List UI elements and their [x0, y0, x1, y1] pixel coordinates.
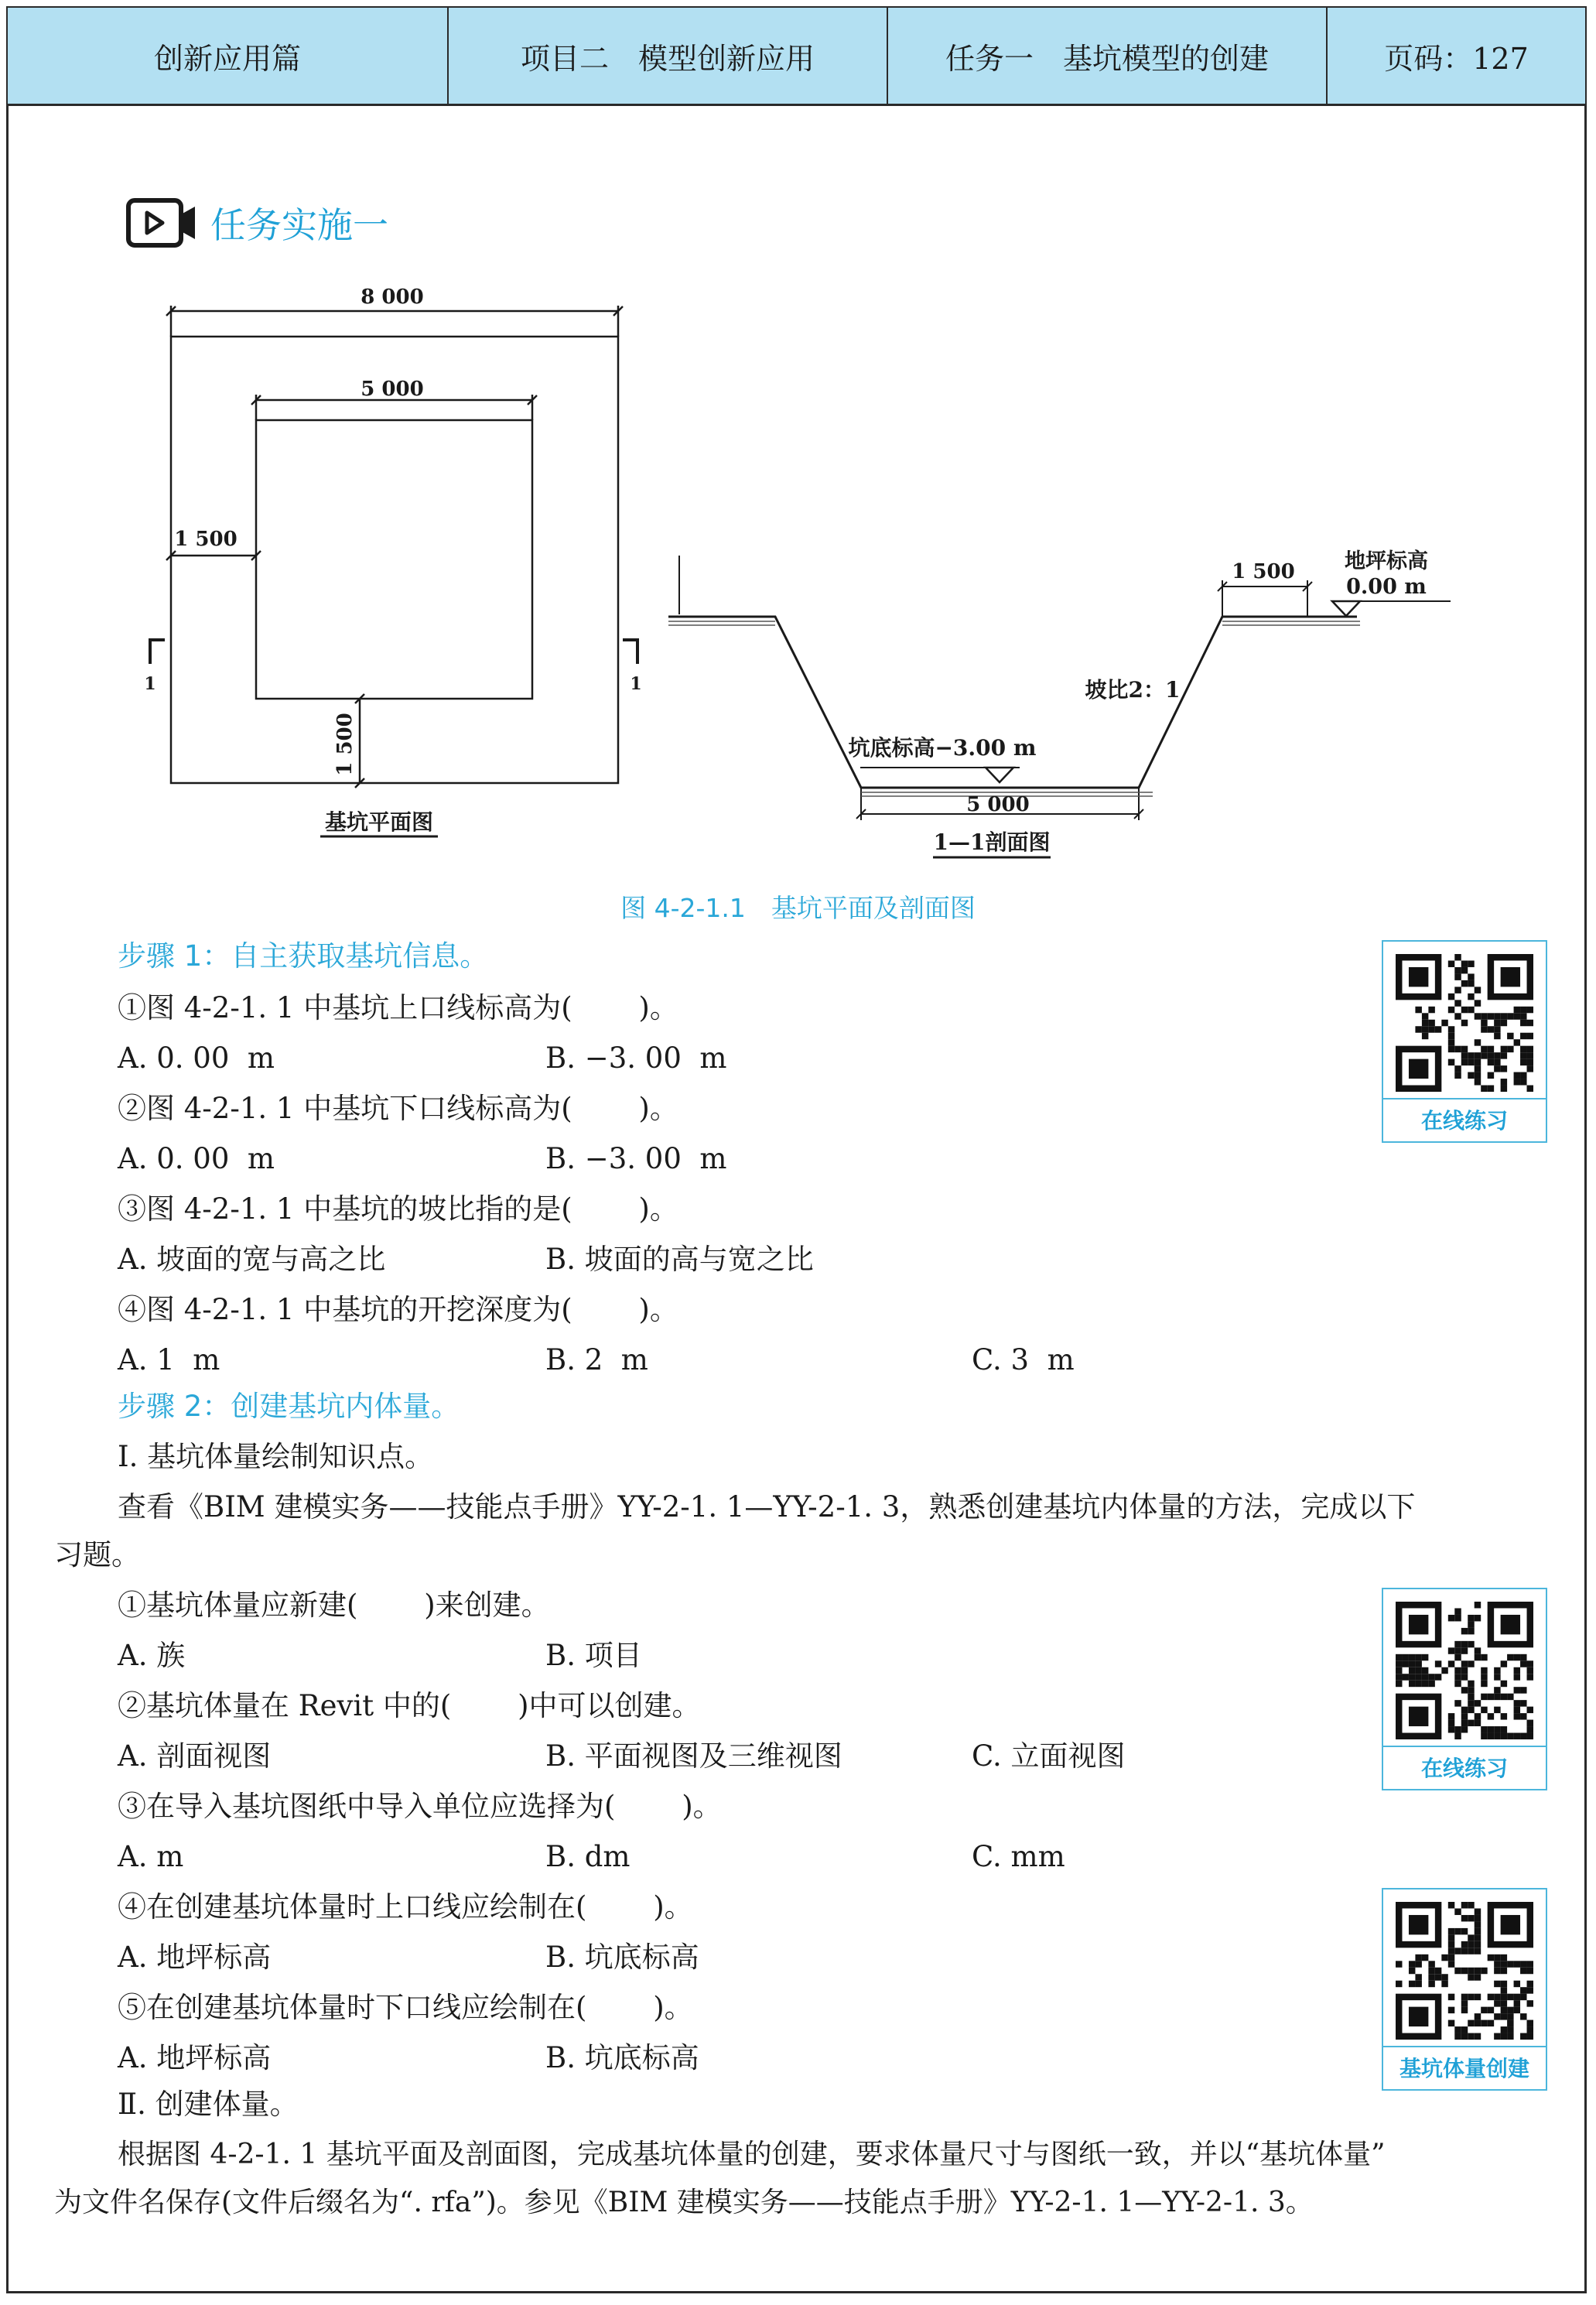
figure-caption: 图 4-2-1.1 基坑平面及剖面图 — [620, 893, 976, 923]
step2-q4-option-b: B. 坑底标高 — [545, 1941, 699, 1974]
step2-question-5: ⑤在创建基坑体量时下口线应绘制在( )。 — [118, 1991, 693, 2024]
step2-q2-option-a: A. 剖面视图 — [118, 1739, 272, 1773]
step2-body-line1: 根据图 4-2-1. 1 基坑平面及剖面图，完成基坑体量的创建，要求体量尺寸与图纸一致，并以“基坑体量” — [118, 2139, 1386, 2170]
video-camera-icon — [125, 197, 200, 248]
qr-code-pit-mass-creation[interactable] — [1382, 1888, 1547, 2091]
section-drawing — [668, 556, 1451, 820]
step1-q2-option-a: A. 0. 00 m — [118, 1142, 275, 1175]
page-header — [8, 8, 1585, 106]
plan-dim-left: 1 500 — [174, 528, 238, 551]
step2-intro-line1: 查看《BIM 建模实务——技能点手册》YY-2-1. 1—YY-2-1. 3，熟悉创建基坑内体量的方法，完成以下 — [118, 1490, 1416, 1524]
header-page-number: 页码：127 — [1384, 41, 1529, 76]
step2-q5-option-b: B. 坑底标高 — [545, 2041, 699, 2074]
step2-q2-option-c: C. 立面视图 — [972, 1739, 1126, 1773]
step2-q3-option-a: A. m — [118, 1840, 184, 1873]
step1-question-3: ③图 4-2-1. 1 中基坑的坡比指的是( )。 — [118, 1192, 678, 1226]
section-title-text: 任务实施一 — [210, 204, 388, 246]
qr-code-online-practice-2[interactable] — [1382, 1588, 1547, 1790]
section-dim-bottom: 5 000 — [966, 793, 1030, 816]
step1-q2-option-b: B. −3. 00 m — [545, 1142, 727, 1175]
step2-q3-option-c: C. mm — [972, 1840, 1065, 1873]
qr-code-icon — [1396, 954, 1533, 1092]
step1-title: 步骤 1：自主获取基坑信息。 — [118, 939, 489, 973]
step2-question-4: ④在创建基坑体量时上口线应绘制在( )。 — [118, 1890, 693, 1924]
step2-body-line2: 为文件名保存(文件后缀名为“. rfa”)。参见《BIM 建模实务——技能点手册》YY-2-1. 1—YY-2-1. 3。 — [54, 2187, 1314, 2218]
step2-q1-option-a: A. 族 — [118, 1639, 186, 1672]
section-dim-top: 1 500 — [1232, 560, 1295, 583]
pit-profile — [668, 617, 1357, 788]
qr-code-online-practice-1[interactable] — [1382, 940, 1547, 1143]
step1-q1-option-a: A. 0. 00 m — [118, 1041, 275, 1075]
section-bottom-level: 坑底标高−3.00 m — [848, 735, 1037, 761]
step1-question-1: ①图 4-2-1. 1 中基坑上口线标高为( )。 — [118, 991, 678, 1024]
step2-q2-option-b: B. 平面视图及三维视图 — [545, 1739, 842, 1773]
step1-q4-option-a: A. 1 m — [118, 1343, 220, 1377]
step1-q3-option-a: A. 坡面的宽与高之比 — [118, 1243, 386, 1276]
pit-plan-and-section-figure — [0, 271, 1596, 874]
step1-q3-option-b: B. 坡面的高与宽之比 — [545, 1243, 814, 1276]
qr-label-1: 在线练习 — [1383, 1098, 1546, 1141]
qr-label-3: 基坑体量创建 — [1383, 2046, 1546, 2089]
step2-question-3: ③在导入基坑图纸中导入单位应选择为( )。 — [118, 1790, 722, 1823]
plan-inner-boundary — [256, 420, 532, 699]
step2-q5-option-a: A. 地坪标高 — [118, 2041, 272, 2074]
plan-dim-outer: 8 000 — [361, 286, 424, 309]
header-project: 项目二 模型创新应用 — [449, 8, 888, 104]
step1-q4-option-b: B. 2 m — [545, 1343, 648, 1377]
qr-code-icon — [1396, 1902, 1533, 2040]
step1-question-4: ④图 4-2-1. 1 中基坑的开挖深度为( )。 — [118, 1293, 678, 1326]
step1-q1-option-b: B. −3. 00 m — [545, 1041, 727, 1075]
step2-intro-line2: 习题。 — [54, 1538, 140, 1571]
step2-q3-option-b: B. dm — [545, 1840, 631, 1873]
step2-question-1: ①基坑体量应新建( )来创建。 — [118, 1589, 550, 1622]
qr-label-2: 在线练习 — [1383, 1746, 1546, 1789]
soil-hatching — [668, 621, 1360, 796]
plan-title: 基坑平面图 — [324, 809, 434, 835]
plan-dim-inner: 5 000 — [361, 378, 424, 401]
header-part: 创新应用篇 — [8, 8, 449, 104]
header-task: 任务一 基坑模型的创建 — [888, 8, 1328, 104]
section-title — [125, 197, 388, 248]
step2-q1-option-b: B. 项目 — [545, 1639, 642, 1672]
plan-dim-bottom: 1 500 — [333, 713, 357, 776]
step2-part1-heading: Ⅰ. 基坑体量绘制知识点。 — [118, 1440, 434, 1473]
step1-question-2: ②图 4-2-1. 1 中基坑下口线标高为( )。 — [118, 1092, 678, 1125]
plan-cut-label-left: 1 — [144, 674, 156, 694]
step2-q4-option-a: A. 地坪标高 — [118, 1941, 272, 1974]
section-ground-label: 地坪标高 — [1345, 549, 1428, 573]
step1-q4-option-c: C. 3 m — [972, 1343, 1075, 1377]
plan-outer-boundary — [171, 337, 618, 783]
step2-title: 步骤 2：创建基坑内体量。 — [118, 1390, 460, 1423]
plan-cut-label-right: 1 — [630, 674, 642, 694]
step2-question-2: ②基坑体量在 Revit 中的( )中可以创建。 — [118, 1689, 701, 1722]
section-title: 1—1剖面图 — [933, 829, 1051, 855]
section-ground-level: 0.00 m — [1346, 575, 1427, 599]
section-slope-ratio: 坡比2：1 — [1085, 677, 1181, 703]
qr-code-icon — [1396, 1602, 1533, 1739]
step2-part2-heading: Ⅱ. 创建体量。 — [118, 2088, 299, 2121]
